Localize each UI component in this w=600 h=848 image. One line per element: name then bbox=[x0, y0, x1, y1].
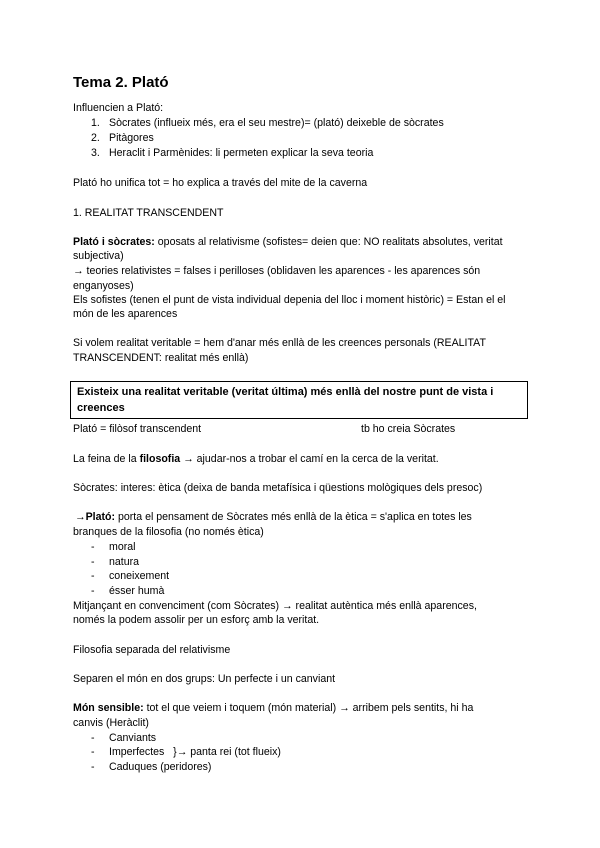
paragraph-line: Si volem realitat veritable = hem d'anar més enllà de les creences personals (REALITAT bbox=[73, 337, 486, 349]
paragraph-line: Separen el món en dos grups: Un perfecte i un canviant bbox=[73, 673, 336, 685]
highlight-box bbox=[70, 381, 528, 419]
list-item: ésser humà bbox=[109, 585, 165, 597]
paragraph: Plató ho unifica tot = ho explica a través del mite de la caverna bbox=[73, 177, 368, 189]
text-run: La feina de la bbox=[73, 453, 140, 465]
list-item: Heraclit i Parmènides: li permeten explicar la seva teoria bbox=[109, 147, 374, 159]
list-item: natura bbox=[109, 556, 140, 568]
page-title: Tema 2. Plató bbox=[73, 74, 169, 91]
paragraph-line: Sòcrates: interes: ètica (deixa de banda metafísica i qüestions mològiques dels presoc) bbox=[73, 482, 483, 494]
paragraph-line: branques de la filosofia (no només ètica) bbox=[73, 526, 264, 538]
bullet-dash: - bbox=[91, 732, 95, 744]
box-line: creences bbox=[77, 402, 125, 414]
influences-heading: Influencien a Plató: bbox=[73, 102, 164, 114]
arrow-glyph: → bbox=[75, 511, 86, 523]
list-item: Pitàgores bbox=[109, 132, 154, 144]
text-run: → ajudar-nos a trobar el camí en la cerca de la veritat. bbox=[180, 453, 439, 465]
list-item: coneixement bbox=[109, 570, 170, 582]
paragraph-line: Els sofistes (tenen el punt de vista individual depenia del lloc i moment històric) = Estan el el bbox=[73, 294, 506, 306]
bold-label: filosofia bbox=[139, 453, 181, 465]
box-line: Existeix una realitat veritable (veritat última) més enllà del nostre punt de vista i bbox=[77, 386, 494, 398]
paragraph-line: Plató = filòsof transcendent bbox=[73, 423, 202, 435]
list-item: Imperfectes }→ panta rei (tot flueix) bbox=[109, 746, 281, 758]
paragraph-line: tb ho creia Sòcrates bbox=[361, 423, 456, 435]
paragraph-line: només la podem assolir per un esforç amb la veritat. bbox=[73, 614, 320, 626]
paragraph-line: → teories relativistes = falses i perilloses (oblidaven les aparences - les aparences són bbox=[73, 265, 481, 277]
paragraph-line bbox=[75, 510, 472, 525]
paragraph-line: subjectiva) bbox=[73, 250, 124, 262]
bold-label: Món sensible: bbox=[73, 702, 144, 714]
list-item: moral bbox=[109, 541, 136, 553]
list-number: 3. bbox=[91, 147, 100, 159]
bullet-dash: - bbox=[91, 556, 95, 568]
list-number: 1. bbox=[91, 117, 100, 129]
bullet-dash: - bbox=[91, 761, 95, 773]
text-run: oposats al relativisme (sofistes= deien que: NO realitats absolutes, veritat bbox=[154, 236, 503, 248]
bold-label: Plató i sòcrates: bbox=[73, 236, 155, 248]
bold-label: Plató: bbox=[85, 511, 116, 523]
paragraph-line: TRANSCENDENT: realitat més enllà) bbox=[73, 352, 249, 364]
paragraph-line: món de les aparences bbox=[73, 308, 178, 320]
bullet-dash: - bbox=[91, 746, 95, 758]
paragraph-line: Mitjançant en convenciment (com Sòcrates) → realitat autèntica més enllà aparences, bbox=[73, 600, 477, 612]
paragraph-line: Filosofia separada del relativisme bbox=[73, 644, 231, 656]
list-item: Sòcrates (influeix més, era el seu mestre)= (plató) deixeble de sòcrates bbox=[109, 117, 444, 129]
list-item: Canviants bbox=[109, 732, 157, 744]
bullet-dash: - bbox=[91, 570, 95, 582]
text-run: tot el que veiem i toquem (món material) → arribem pels sentits, hi ha bbox=[143, 702, 474, 714]
text-run: porta el pensament de Sòcrates més enllà de la ètica = s'aplica en totes les bbox=[115, 511, 472, 523]
bullet-dash: - bbox=[91, 541, 95, 553]
paragraph-line bbox=[73, 452, 439, 467]
section-heading: 1. REALITAT TRANSCENDENT bbox=[73, 207, 224, 219]
paragraph-line bbox=[73, 701, 473, 716]
paragraph-line: canvis (Heràclit) bbox=[73, 717, 149, 729]
paragraph-line: enganyoses) bbox=[73, 280, 134, 292]
list-number: 2. bbox=[91, 132, 100, 144]
bullet-dash: - bbox=[91, 585, 95, 597]
paragraph-line bbox=[73, 235, 503, 250]
list-item: Caduques (peridores) bbox=[109, 761, 212, 773]
